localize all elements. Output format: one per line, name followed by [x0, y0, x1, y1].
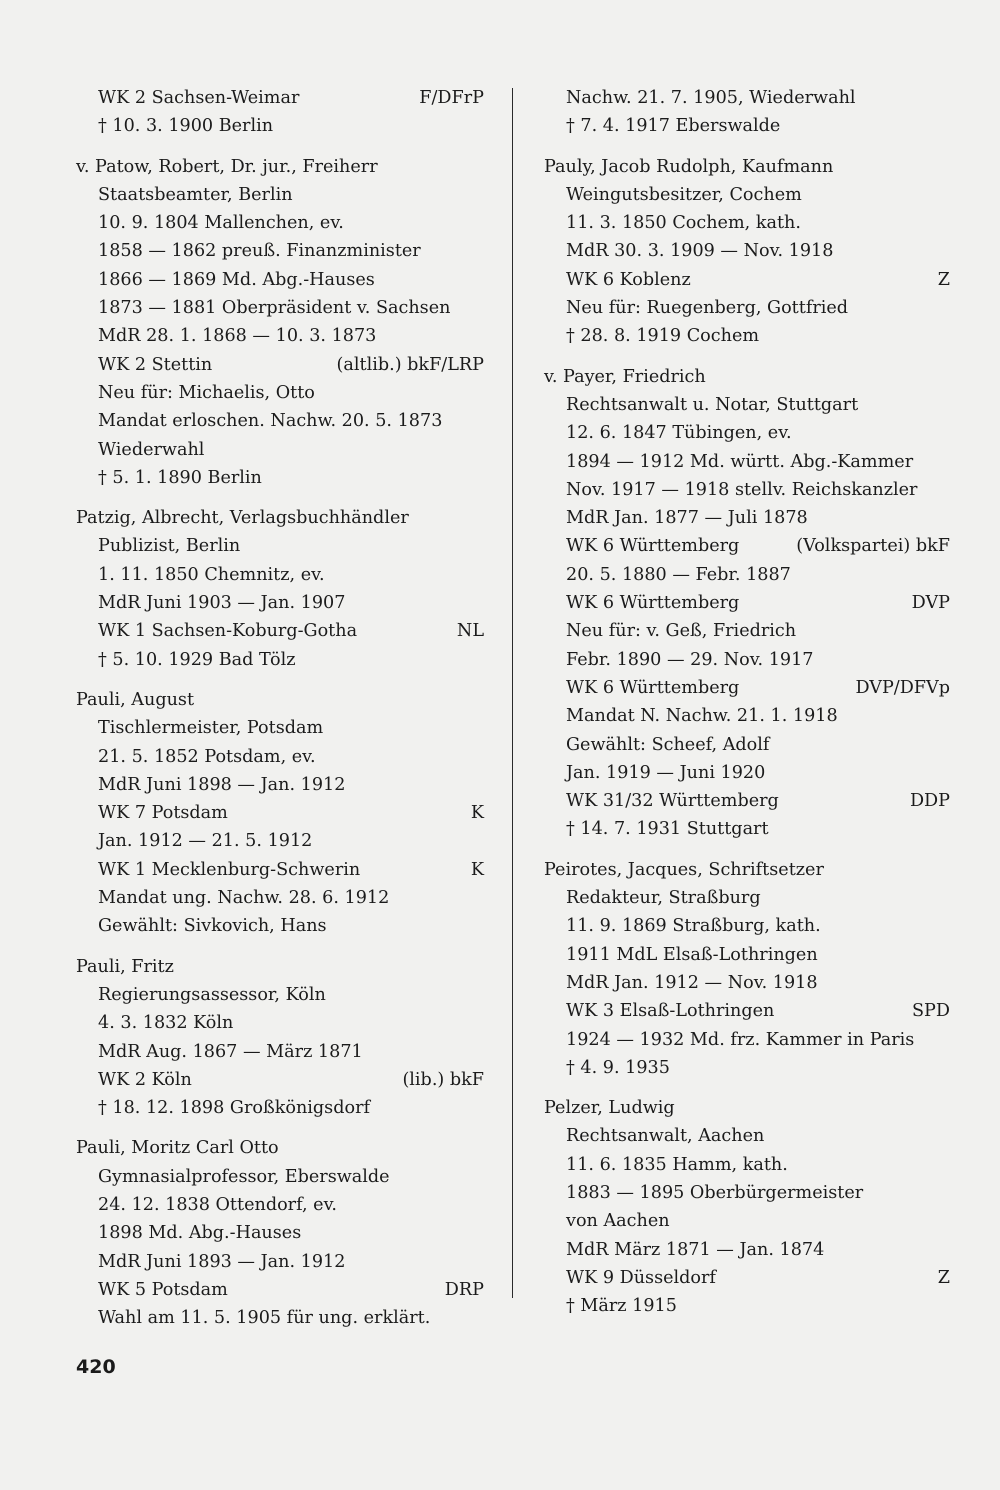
line-text: WK 5 Potsdam	[98, 1279, 228, 1300]
entry-separator	[76, 141, 484, 153]
entry-detail-line	[544, 237, 950, 265]
entry-detail-line	[76, 827, 484, 855]
entry-detail-line	[544, 941, 950, 969]
line-text: MdR Juni 1893 — Jan. 1912	[98, 1251, 346, 1272]
line-text: 1924 — 1932 Md. frz. Kammer in Paris	[566, 1029, 915, 1050]
line-text: Nov. 1917 — 1918 stellv. Reichskanzler	[566, 479, 918, 500]
party-label: DVP	[911, 593, 950, 614]
line-text: Pauly, Jacob Rudolph, Kaufmann	[544, 156, 834, 177]
entry-detail-line	[76, 1248, 484, 1276]
line-text: Regierungsassessor, Köln	[98, 984, 326, 1005]
party-label: (altlib.) bkF/LRP	[336, 354, 484, 375]
line-text: Patzig, Albrecht, Verlagsbuchhändler	[76, 508, 409, 529]
line-text: Nachw. 21. 7. 1905, Wiederwahl	[566, 88, 856, 108]
entry-detail-line	[544, 702, 950, 730]
entry-detail-line	[76, 771, 484, 799]
entry-detail-line	[76, 1038, 484, 1066]
party-label: (lib.) bkF	[402, 1069, 484, 1090]
line-text: 24. 12. 1838 Ottendorf, ev.	[98, 1194, 338, 1215]
line-text: WK 2 Sachsen-Weimar	[98, 88, 300, 108]
line-text: MdR Aug. 1867 — März 1871	[98, 1041, 363, 1062]
entry-detail-line	[76, 464, 484, 492]
line-text: WK 1 Mecklenburg-Schwerin	[98, 859, 361, 880]
line-text: MdR Juni 1903 — Jan. 1907	[98, 593, 346, 614]
line-text: † 5. 1. 1890 Berlin	[98, 467, 262, 488]
entry-name-line	[544, 363, 950, 391]
entry-detail-line	[544, 532, 950, 560]
entry-detail-line	[544, 181, 950, 209]
entry-detail-line	[76, 1304, 484, 1332]
line-text: † 14. 7. 1931 Stuttgart	[566, 819, 769, 840]
line-text: Rechtsanwalt u. Notar, Stuttgart	[566, 394, 859, 415]
line-text: † 5. 10. 1929 Bad Tölz	[98, 649, 296, 670]
line-text: Wiederwahl	[98, 439, 205, 460]
entry-separator	[544, 1082, 950, 1094]
line-text: Gymnasialprofessor, Eberswalde	[98, 1166, 390, 1187]
line-text: Febr. 1890 — 29. Nov. 1917	[566, 649, 814, 670]
page-number: 420	[76, 1356, 116, 1378]
line-text: Rechtsanwalt, Aachen	[566, 1126, 765, 1147]
entry-detail-line	[544, 884, 950, 912]
line-text: MdR März 1871 — Jan. 1874	[566, 1239, 825, 1260]
line-text: WK 3 Elsaß-Lothringen	[566, 1001, 775, 1022]
entry-name-line	[76, 1134, 484, 1162]
line-text: Tischlermeister, Potsdam	[98, 718, 324, 739]
line-text: Mandat erloschen. Nachw. 20. 5. 1873	[98, 411, 443, 432]
line-text: v. Payer, Friedrich	[544, 366, 706, 387]
entry-detail-line	[76, 617, 484, 645]
line-text: MdR Jan. 1877 — Juli 1878	[566, 508, 808, 529]
entry-detail-line	[76, 1276, 484, 1304]
line-text: † 7. 4. 1917 Eberswalde	[566, 116, 781, 137]
line-text: Neu für: v. Geß, Friedrich	[566, 621, 797, 642]
line-text: von Aachen	[566, 1211, 670, 1232]
line-text: Publizist, Berlin	[98, 536, 241, 557]
line-text: Pauli, Fritz	[76, 956, 174, 977]
entry-detail-line	[76, 181, 484, 209]
line-text: MdR 30. 3. 1909 — Nov. 1918	[566, 241, 834, 262]
line-text: MdR Jan. 1912 — Nov. 1918	[566, 972, 818, 993]
entry-detail-line	[76, 981, 484, 1009]
entry-detail-line	[544, 476, 950, 504]
entry-detail-line	[544, 561, 950, 589]
line-text: 1883 — 1895 Oberbürgermeister	[566, 1182, 864, 1203]
entry-detail-line	[544, 1207, 950, 1235]
party-label: SPD	[912, 1001, 950, 1022]
line-text: 1898 Md. Abg.-Hauses	[98, 1223, 302, 1244]
line-text: WK 6 Württemberg	[566, 536, 740, 557]
entry-detail-line	[544, 112, 950, 140]
entry-detail-line	[544, 787, 950, 815]
entry-detail-line	[76, 436, 484, 464]
entry-detail-line	[76, 294, 484, 322]
column-divider	[512, 88, 513, 1298]
entry-detail-line	[76, 856, 484, 884]
entry-detail-line	[76, 561, 484, 589]
line-text: † März 1915	[566, 1296, 677, 1317]
entry-detail-line	[76, 84, 484, 112]
line-text: 20. 5. 1880 — Febr. 1887	[566, 564, 791, 585]
line-text: WK 6 Württemberg	[566, 593, 740, 614]
entry-detail-line	[544, 84, 950, 112]
entry-detail-line	[544, 589, 950, 617]
entry-detail-line	[76, 1191, 484, 1219]
line-text: Peirotes, Jacques, Schriftsetzer	[544, 859, 824, 880]
line-text: 1. 11. 1850 Chemnitz, ev.	[98, 564, 325, 585]
line-text: Mandat N. Nachw. 21. 1. 1918	[566, 706, 838, 727]
line-text: 12. 6. 1847 Tübingen, ev.	[566, 423, 792, 444]
entry-detail-line	[76, 112, 484, 140]
line-text: WK 2 Köln	[98, 1069, 192, 1090]
line-text: † 10. 3. 1900 Berlin	[98, 116, 274, 137]
line-text: † 4. 9. 1935	[566, 1057, 670, 1078]
entry-detail-line	[544, 1122, 950, 1150]
entry-name-line	[544, 1094, 950, 1122]
entry-detail-line	[544, 731, 950, 759]
line-text: MdR 28. 1. 1868 — 10. 3. 1873	[98, 326, 377, 347]
line-text: Mandat ung. Nachw. 28. 6. 1912	[98, 888, 390, 909]
entry-separator	[544, 351, 950, 363]
right-column	[544, 84, 950, 1320]
line-text: 1873 — 1881 Oberpräsident v. Sachsen	[98, 298, 451, 319]
entry-detail-line	[76, 237, 484, 265]
entry-detail-line	[544, 1151, 950, 1179]
line-text: 1894 — 1912 Md. württ. Abg.-Kammer	[566, 451, 914, 472]
entry-detail-line	[544, 1292, 950, 1320]
line-text: 11. 6. 1835 Hamm, kath.	[566, 1154, 788, 1175]
party-label: DDP	[909, 791, 950, 812]
line-text: WK 1 Sachsen-Koburg-Gotha	[98, 621, 358, 642]
line-text: Jan. 1912 — 21. 5. 1912	[98, 831, 313, 852]
entry-detail-line	[544, 912, 950, 940]
line-text: Staatsbeamter, Berlin	[98, 184, 293, 205]
entry-detail-line	[76, 743, 484, 771]
line-text: Jan. 1919 — Juni 1920	[566, 762, 766, 783]
entry-detail-line	[544, 617, 950, 645]
entry-detail-line	[76, 884, 484, 912]
line-text: 1858 — 1862 preuß. Finanzminister	[98, 241, 421, 262]
entry-detail-line	[544, 1054, 950, 1082]
party-label: (Volkspartei) bkF	[796, 536, 950, 557]
entry-detail-line	[544, 266, 950, 294]
line-text: Redakteur, Straßburg	[566, 888, 761, 909]
party-label: DVP/DFVp	[855, 677, 950, 698]
entry-detail-line	[544, 815, 950, 843]
line-text: Pauli, August	[76, 689, 195, 710]
entry-separator	[76, 492, 484, 504]
line-text: 1911 MdL Elsaß-Lothringen	[566, 944, 818, 965]
entry-detail-line	[76, 322, 484, 350]
entry-detail-line	[76, 799, 484, 827]
entry-detail-line	[544, 448, 950, 476]
line-text: † 28. 8. 1919 Cochem	[566, 326, 760, 347]
line-text: 11. 9. 1869 Straßburg, kath.	[566, 916, 821, 937]
entry-separator	[544, 141, 950, 153]
entry-separator	[544, 844, 950, 856]
line-text: Neu für: Ruegenberg, Gottfried	[566, 298, 849, 319]
line-text: 10. 9. 1804 Mallenchen, ev.	[98, 213, 344, 234]
entry-detail-line	[544, 646, 950, 674]
line-text: Wahl am 11. 5. 1905 für ung. erklärt.	[98, 1308, 431, 1329]
entry-detail-line	[544, 294, 950, 322]
entry-separator	[76, 941, 484, 953]
entry-detail-line	[76, 1163, 484, 1191]
entry-name-line	[544, 856, 950, 884]
entry-detail-line	[544, 759, 950, 787]
line-text: WK 6 Württemberg	[566, 677, 740, 698]
entry-detail-line	[76, 1219, 484, 1247]
line-text: WK 31/32 Württemberg	[566, 791, 779, 812]
entry-detail-line	[544, 1179, 950, 1207]
entry-detail-line	[76, 351, 484, 379]
entry-name-line	[76, 504, 484, 532]
entry-detail-line	[76, 714, 484, 742]
left-column	[76, 84, 484, 1332]
party-label: K	[470, 803, 484, 824]
entry-name-line	[76, 953, 484, 981]
entry-detail-line	[544, 1026, 950, 1054]
entry-separator	[76, 1122, 484, 1134]
line-text: WK 7 Potsdam	[98, 803, 228, 824]
entry-detail-line	[76, 589, 484, 617]
entry-detail-line	[76, 209, 484, 237]
entry-detail-line	[544, 1264, 950, 1292]
entry-detail-line	[544, 209, 950, 237]
line-text: WK 6 Koblenz	[566, 269, 691, 290]
entry-detail-line	[544, 1236, 950, 1264]
entry-detail-line	[544, 419, 950, 447]
entry-separator	[76, 674, 484, 686]
line-text: Gewählt: Scheef, Adolf	[566, 734, 770, 755]
line-text: Pauli, Moritz Carl Otto	[76, 1138, 279, 1159]
line-text: Pelzer, Ludwig	[544, 1098, 675, 1119]
entry-detail-line	[76, 266, 484, 294]
line-text: † 18. 12. 1898 Großkönigsdorf	[98, 1098, 370, 1119]
party-label: F/DFrP	[419, 88, 484, 108]
entry-detail-line	[76, 646, 484, 674]
entry-detail-line	[76, 1009, 484, 1037]
line-text: 21. 5. 1852 Potsdam, ev.	[98, 746, 316, 767]
line-text: 11. 3. 1850 Cochem, kath.	[566, 213, 801, 234]
entry-detail-line	[544, 674, 950, 702]
entry-detail-line	[76, 532, 484, 560]
party-label: NL	[456, 621, 484, 642]
entry-name-line	[544, 153, 950, 181]
line-text: 1866 — 1869 Md. Abg.-Hauses	[98, 269, 375, 290]
entry-detail-line	[544, 504, 950, 532]
entry-detail-line	[544, 969, 950, 997]
line-text: Weingutsbesitzer, Cochem	[566, 184, 802, 205]
entry-detail-line	[76, 1094, 484, 1122]
entry-detail-line	[76, 379, 484, 407]
entry-detail-line	[544, 997, 950, 1025]
party-label: DRP	[444, 1279, 484, 1300]
entry-name-line	[76, 686, 484, 714]
party-label: Z	[937, 269, 950, 290]
entry-detail-line	[544, 391, 950, 419]
line-text: WK 9 Düsseldorf	[566, 1267, 716, 1288]
entry-detail-line	[544, 322, 950, 350]
entry-detail-line	[76, 1066, 484, 1094]
party-label: Z	[937, 1267, 950, 1288]
line-text: Gewählt: Sivkovich, Hans	[98, 916, 327, 937]
party-label: K	[470, 859, 484, 880]
line-text: 4. 3. 1832 Köln	[98, 1013, 234, 1034]
entry-detail-line	[76, 407, 484, 435]
line-text: WK 2 Stettin	[98, 354, 213, 375]
line-text: MdR Juni 1898 — Jan. 1912	[98, 774, 346, 795]
entry-name-line	[76, 153, 484, 181]
entry-detail-line	[76, 912, 484, 940]
line-text: v. Patow, Robert, Dr. jur., Freiherr	[76, 156, 378, 177]
line-text: Neu für: Michaelis, Otto	[98, 382, 315, 403]
